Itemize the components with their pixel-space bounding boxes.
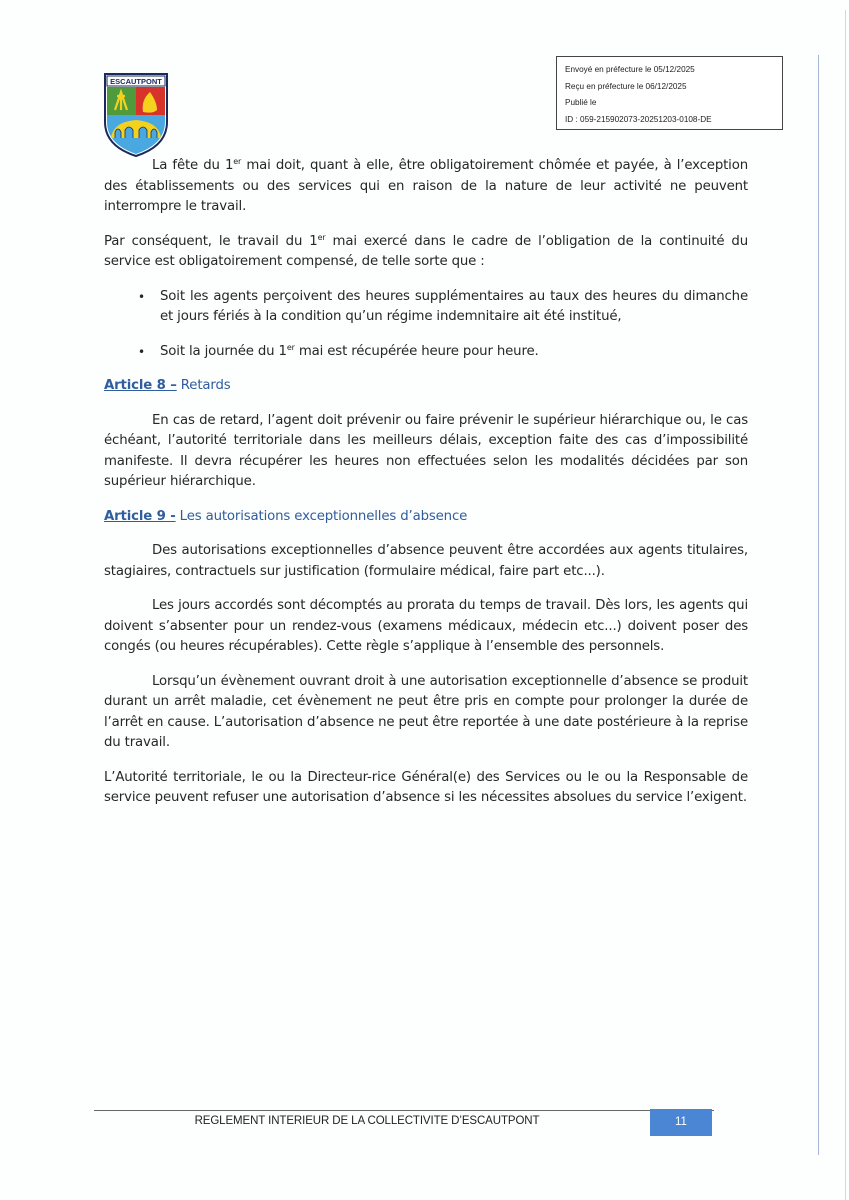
article-9-label: Article 9 - [104, 508, 176, 524]
logo-text: ESCAUTPONT [110, 77, 162, 86]
article-9-heading [104, 507, 748, 528]
stamp-received-date: Reçu en préfecture le 06/12/2025 [565, 81, 687, 91]
paragraph-may-day: La fête du 1er mai doit, quant à elle, être obligatoirement chômée et payée, à l’exception des établissements ou des services qui en raison de la nature de leur activité ne peuvent interrompre le travail. [104, 157, 748, 214]
footer-divider [94, 1110, 714, 1111]
paragraph-retards: En cas de retard, l’agent doit prévenir ou faire prévenir le supérieur hiérarchique ou, le cas échéant, l’autorité territoriale dans les meilleurs délais, exception faite des cas d’impossibilité manifeste. Il devra récupérer les heures non effectuées selon les modalités décidées par son supérieur hiérarchique. [104, 412, 748, 489]
paragraph-absence-3: Lorsqu’un évènement ouvrant droit à une autorisation exceptionnelle d’absence se produit durant un arrêt maladie, cet évènement ne peut être pris en compte pour prolonger la durée de l’arrêt en cause. L’autorisation d’absence ne peut être reportée à une date postérieure à la reprise du travail. [104, 673, 748, 750]
stamp-id: ID : 059-215902073-20251203-0108-DE [565, 114, 712, 124]
compensation-list [104, 287, 748, 363]
prefecture-stamp [556, 56, 783, 130]
stamp-sent-date: Envoyé en préfecture le 05/12/2025 [565, 65, 695, 74]
article-8-heading [104, 376, 748, 397]
stamp-published: Publié le [565, 98, 597, 107]
list-item: • Soit la journée du 1er mai est récupérée heure pour heure. [160, 342, 748, 363]
escautpont-coat-of-arms-logo [103, 72, 169, 158]
article-8-title: Retards [176, 378, 231, 393]
document-body [104, 156, 748, 823]
paragraph-absence-4: L’Autorité territoriale, le ou la Directeur-rice Général(e) des Services ou le ou la Responsable de service peuvent refuser une autorisation d’absence si les nécessites absolues du service l’exigent. [104, 769, 748, 805]
article-8-label: Article 8 – [104, 378, 177, 393]
footer-title: REGLEMENT INTERIEUR DE LA COLLECTIVITE D’ESCAUTPONT [194, 1115, 540, 1127]
scan-edge-line [818, 55, 819, 1155]
page-number-badge: 11 [650, 1109, 712, 1136]
paragraph-absence-1: Des autorisations exceptionnelles d’absence peuvent être accordées aux agents titulaires, stagiaires, contractuels sur justification (formulaire médical, faire part etc...). [104, 543, 748, 579]
article-9-title: Les autorisations exceptionnelles d’absence [175, 508, 468, 524]
paragraph-consequence: Par conséquent, le travail du 1er mai exercé dans le cadre de l’obligation de la continuité du service est obligatoirement compensé, de telle sorte que : [104, 232, 749, 269]
scan-edge-line [845, 10, 846, 1200]
list-item: • Soit les agents perçoivent des heures supplémentaires au taux des heures du dimanche et jours fériés à la condition qu’un régime indemnitaire ait été institué, [160, 287, 748, 328]
paragraph-absence-2: Les jours accordés sont décomptés au prorata du temps de travail. Dès lors, les agents qui doivent s’absenter pour un rendez-vous (examens médicaux, médecin etc...) doivent poser des congés (ou heures récupérables). Cette règle s’applique à l’ensemble des personnels. [104, 598, 748, 654]
